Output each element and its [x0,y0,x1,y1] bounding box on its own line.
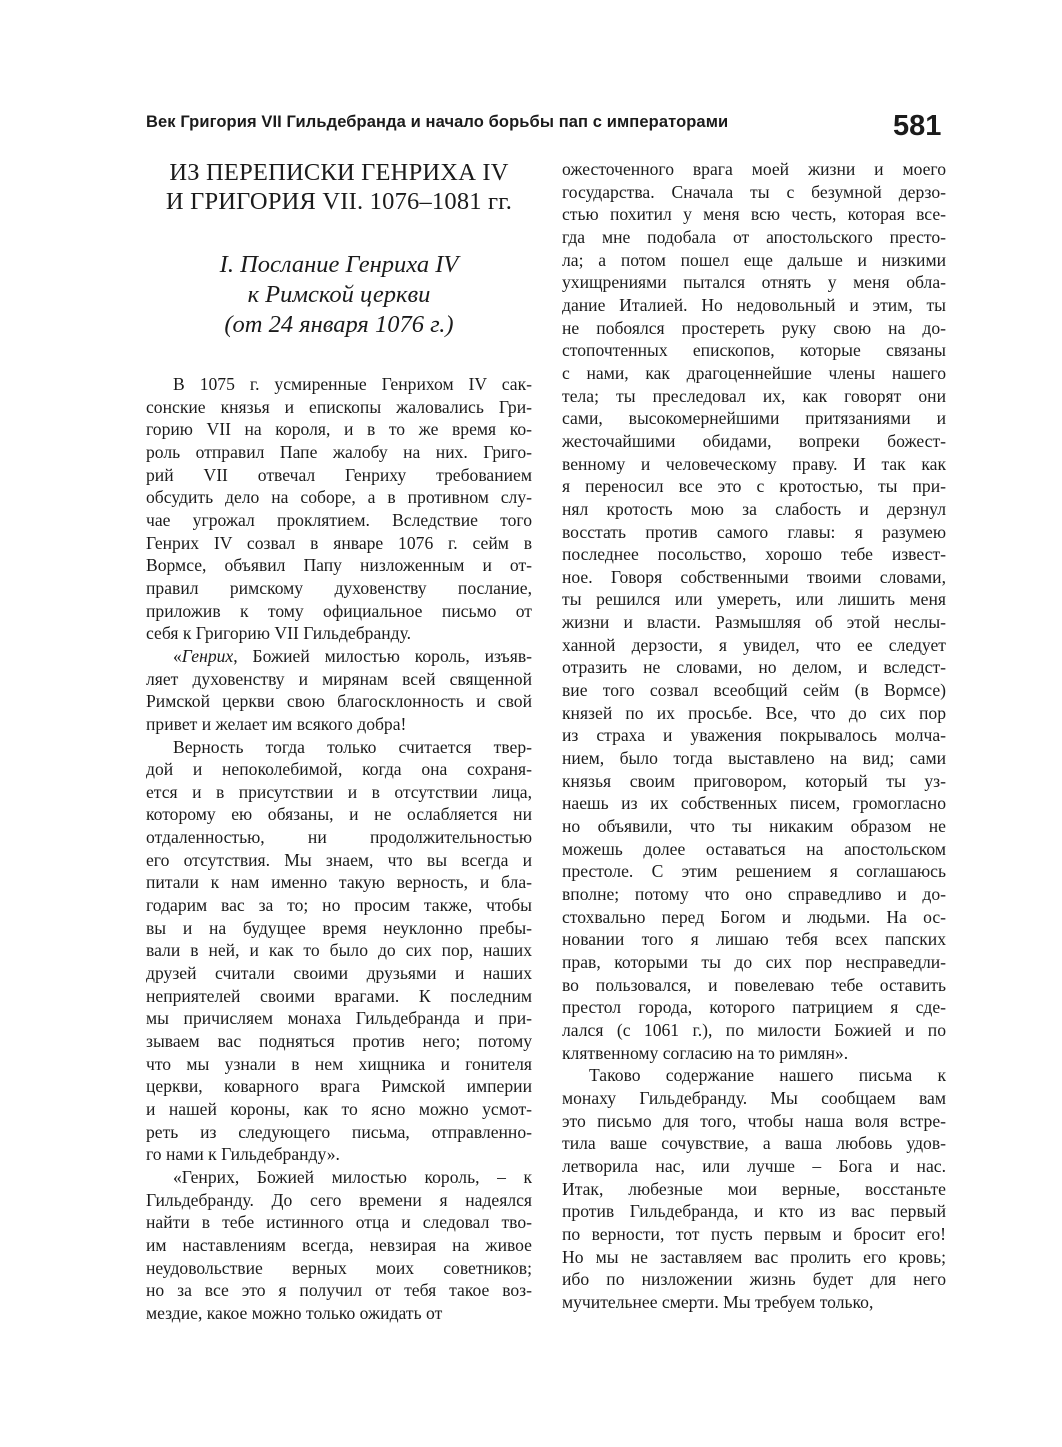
text-line: ла; а потом пошел еще дальше и низкими [562,249,946,270]
text-line: им наставлениям всегда, невзирая на живое [146,1234,532,1255]
text-line: Но мы не заставляем вас пролить его кровь; [562,1246,946,1267]
text-line: себя к Григорию VII Гильдебранду. [146,623,412,644]
text-line: которому ею обязаны, и не ослабляется ни [146,804,532,825]
text-line: ибо по низложении жизнь будет для него [562,1269,946,1290]
text-line: горию VII на короля, и в то же время ко- [146,419,532,440]
text-line: ты решился или умереть, или лишить меня [562,589,946,610]
text-line: с нами, как драгоценнейшие члены нашего [562,362,946,383]
text-line: Таково содержание нашего письма к [589,1065,946,1086]
text-line: новании того я лишаю тебя всех папских [562,929,946,950]
text-line: но за все это я получил от тебя такое воз- [146,1280,532,1301]
text-line: церкви, коварного врага Римской империи [146,1076,532,1097]
text-line: ное. Говоря собственными твоими словами, [562,566,946,587]
title-line-2: И ГРИГОРИЯ VII. 1076–1081 гг. [165,188,513,215]
text-line: я переносил все это с кротостью, ты при- [562,476,946,497]
closing-paragraph [562,1064,946,1313]
text-line: отдаленностью, ни продолжительностью [146,827,532,848]
text-line: князья своим приговором, который ты уз- [562,770,946,791]
text-line: ухищрениями пытался отнять у меня обла- [562,272,946,293]
text-line: и нашей короны, как то ясно можно усмот- [146,1099,532,1119]
text-line: государства. Сначала ты с безумной дерзо- [562,181,946,202]
text-line: Верность тогда только считается твер- [173,736,532,757]
text-line: нял кротость мою за слабость и дерзнул [562,498,946,519]
text-line: Итак, любезные мои верные, восстаньте [562,1178,946,1199]
subtitle-line-2: к Римской церкви [247,281,431,308]
text-line: отразить не словами, но делом, и вследст- [562,657,946,678]
text-line: гда мне подобала от апостольского престо- [562,226,946,247]
text-line: реть из следующего письма, отправленно- [146,1121,532,1142]
document-subtitle [146,250,532,340]
text-line: вполне; потому что оно справедливо и до- [562,884,946,904]
text-line: это письмо для того, чтобы наша воля встре- [562,1110,946,1131]
text-line: Римской церкви свою благосклонность и свой [146,691,532,712]
text-line: стью похитил у меня всю честь, которая все- [562,204,946,225]
text-line: но объявили, что ты никаким образом не [562,816,946,837]
italic-name: Генрих [181,645,234,666]
text-line: сонские князья и епископы жаловались Гри- [146,396,532,417]
document-title [146,158,532,216]
text-line: сами, высокомернейшими притязаниями и [562,408,946,429]
text-line: рий VII отвечал Генриху требованием [146,464,532,485]
text-line: мы причисляем монаха Гильдебранда и при- [146,1008,532,1029]
text-line: стохвально перед Богом и людьми. На ос- [562,906,946,927]
text-line: тела; ты преследовал их, как говорят они [562,385,946,406]
text-line: князей по их просьбе. Все, что до сих пор [562,702,946,723]
text-line: наешь из их собственных писем, громогласно [562,793,946,814]
text-line: мездие, какое можно только ожидать от [146,1302,443,1323]
text-line: чае угрожал проклятием. Вследствие того [146,509,532,530]
text-line: во пользовался, и повелеваю тебе оставить [562,974,946,995]
text-line: его отсутствия. Мы знаем, что вы всегда и [146,849,532,870]
page-number: 581 [893,110,942,142]
text-line: стопочтенных епископов, которые связаны [562,340,946,361]
text-line: ханной дерзости, я увидел, что ее следует [562,634,946,655]
text-line: нием, было тогда выставлено на вид; сами [562,748,946,769]
body-paragraph [146,736,532,1166]
text-line: роль отправил Папе жалобу на них. Григо- [146,441,532,462]
text-line: друзей считали своими друзьями и наших [146,963,532,984]
text-line: Вормсе, объявил Папу низложенным и от- [146,555,532,576]
title-line-1: ИЗ ПЕРЕПИСКИ ГЕНРИХА IV [169,159,509,186]
text-line: восстать против самого главы: я разумею [562,521,946,542]
text-line: зываем вас подняться против него; потому [146,1031,532,1052]
letter-paragraph [146,1166,532,1325]
text-line: что мы узнали в нем хищника и гонителя [146,1053,532,1074]
text-line: летворила нас, или лучше – Бога и нас. [562,1155,946,1176]
text-fragment: , Божией милостью король, изъяв- [233,645,532,666]
text-line: по верности, тот пусть первым и бросит его! [562,1223,946,1244]
text-line: правил римскому духовенству послание, [146,577,532,598]
text-line: можешь долее оставаться на апостольском [562,838,946,859]
text-line: приложив к тому официальное письмо от [146,600,532,621]
text-line: привет и желает им всякого добра! [146,713,407,734]
text-line: «Генрих, Божией милостью король, изъяв- [173,645,532,666]
text-line: найти в тебе истинного отца и следовал тво- [146,1212,532,1233]
text-line: прав, которыми ты до сих пор несправедли- [562,951,946,972]
text-line: питали к нам именно такую верность, и бла- [146,872,532,893]
text-line: ется и в присутствии и в отсутствии лица, [146,781,532,802]
text-line: неудовольствие верных моих советников; [146,1257,532,1278]
text-line: дой и непоколебимой, когда она сохраня- [146,759,532,780]
intro-paragraph [146,373,532,645]
text-line: го нами к Гильдебранду». [146,1144,340,1165]
text-line: ожесточенного врага моей жизни и моего [562,159,946,179]
text-line: из страха и уважения покрывалось молча- [562,725,946,746]
text-line: Гильдебранду. До сего времени я надеялся [146,1189,532,1210]
subtitle-line-1: I. Послание Генриха IV [219,251,459,278]
text-line: не побоялся простереть руку свою на до- [562,317,946,338]
text-line: тила ваше сочувствие, а ваша любовь удов- [562,1133,946,1154]
right-column [562,158,946,1313]
text-line: венному и человеческому праву. И так как [562,453,946,474]
salutation-paragraph [146,645,532,736]
text-line: монаху Гильдебранду. Мы сообщаем вам [562,1087,946,1108]
text-line: дание Италией. Но недовольный и этим, ты [562,294,946,315]
text-line: вали в ней, и как то было до сих пор, наших [146,940,532,961]
text-line: жизни и власти. Размышляя об этой неслы- [562,612,946,633]
text-line: В 1075 г. усмиренные Генрихом IV сак- [173,374,532,394]
text-line: мучительнее смерти. Мы требуем только, [562,1291,874,1312]
text-line: престол города, которого патрицием я сде- [562,997,946,1018]
text-line: вы и на будущее время неуклонно пребы- [146,917,532,938]
text-line: клятвенному согласию на то римлян». [562,1042,849,1063]
text-line: против Гильдебранда, и кто из вас первый [562,1201,946,1222]
letter-continuation-paragraph [562,158,946,1064]
running-header: Век Григория VII Гильдебранда и начало борьбы пап с императорами [146,113,729,131]
text-line: годарим вас за то; но просим также, чтобы [146,895,532,916]
text-line: престоле. С этим решением я соглашаюсь [562,861,946,882]
text-line: последнее посольство, хорошо тебе извест- [562,544,946,565]
text-line: «Генрих, Божией милостью король, – к [173,1166,532,1187]
left-column [146,158,532,1325]
text-line: лался (с 1061 г.), по милости Божией и по [562,1019,946,1040]
text-line: ляет духовенству и мирянам всей священной [146,668,532,689]
text-line: Генрих IV созвал в январе 1076 г. сейм в [146,532,532,553]
text-line: неприятелей своими врагами. К последним [146,985,532,1006]
text-line: обсудить дело на соборе, а в противном слу- [146,487,532,508]
text-line: вие того созвал всеобщий сейм (в Вормсе) [562,680,946,701]
subtitle-line-3: (от 24 января 1076 г.) [224,311,454,338]
text-line: жесточайшими обидами, вопреки божест- [562,430,946,451]
